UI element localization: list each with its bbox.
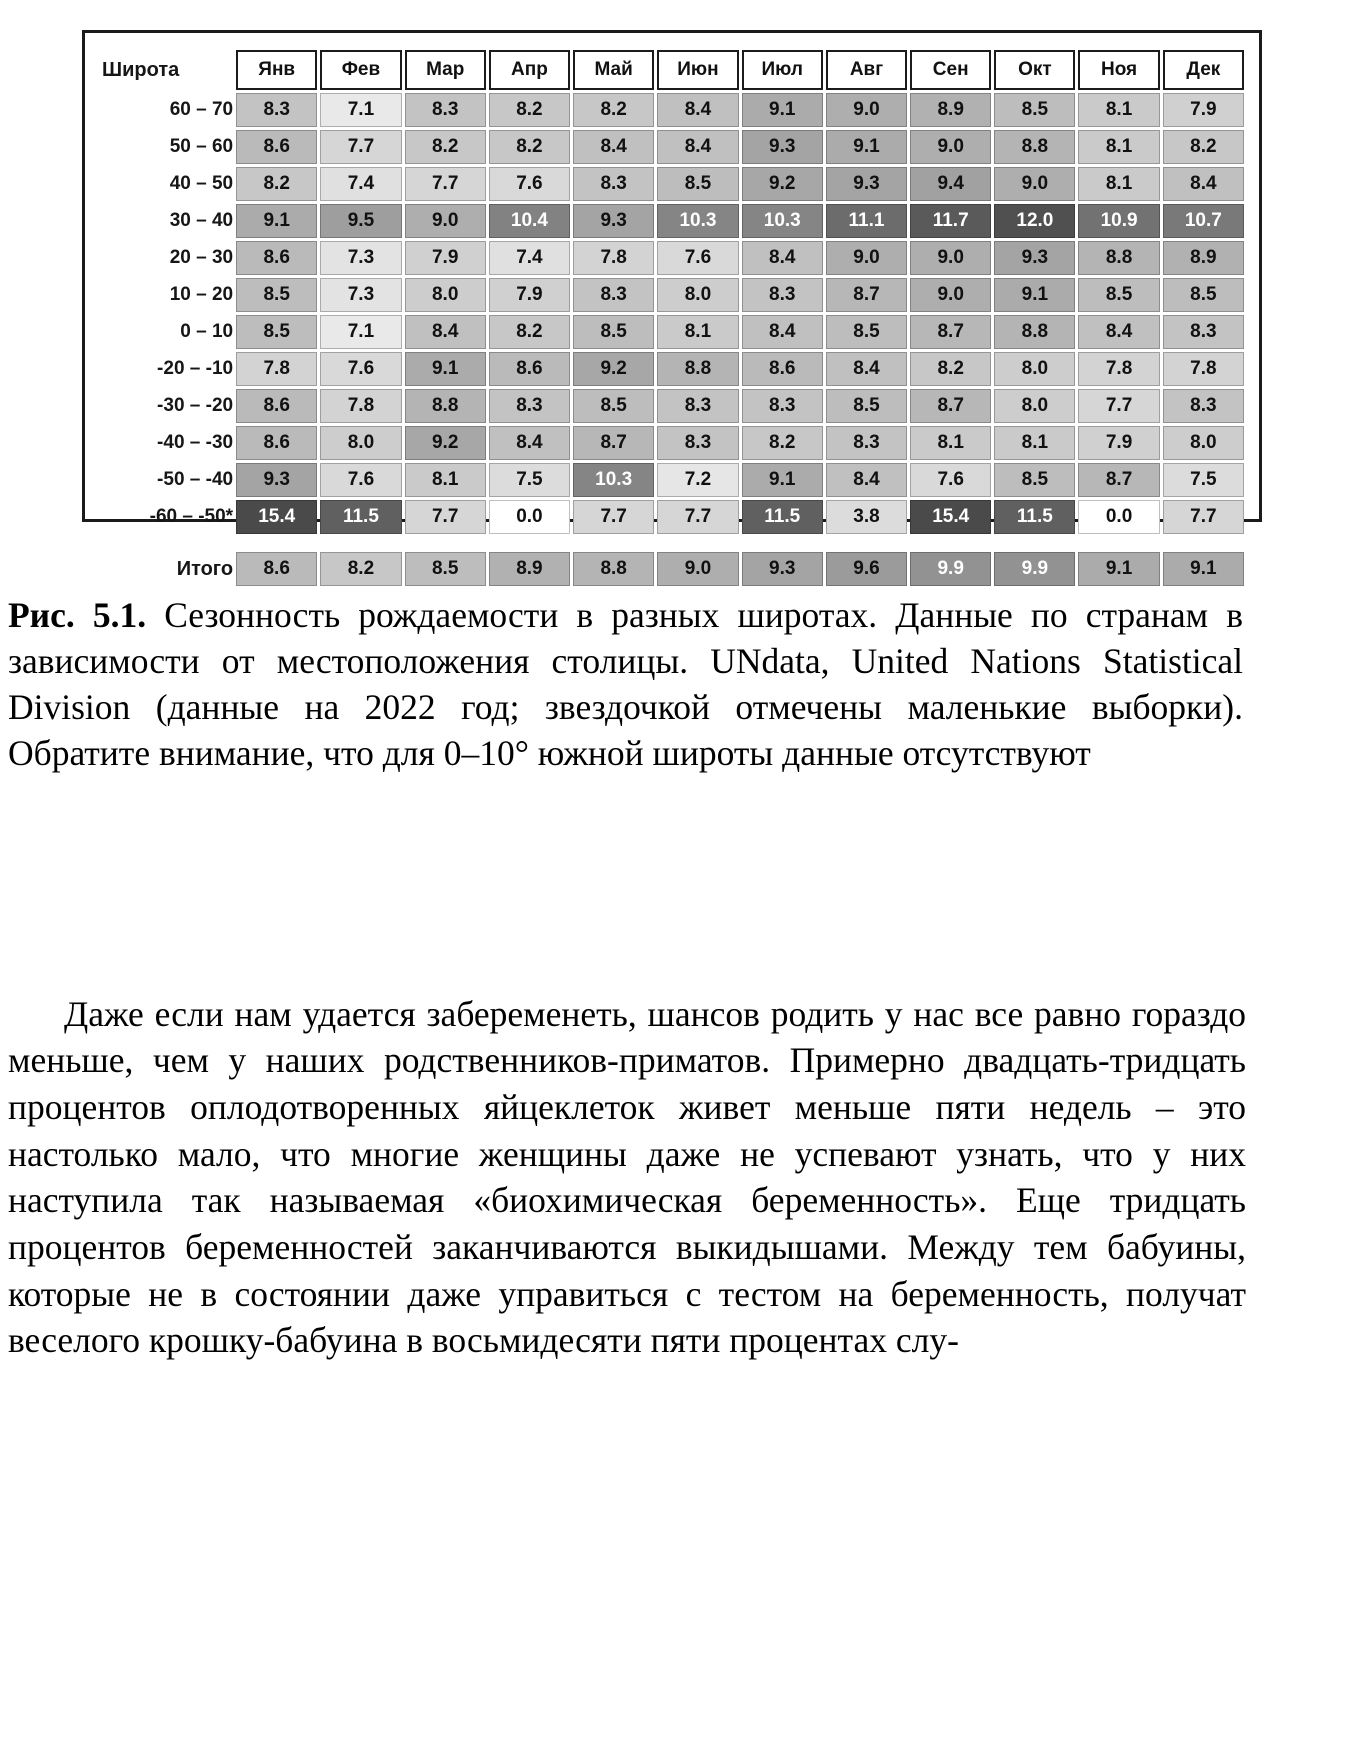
heatmap-cell: 9.2 [405, 426, 486, 460]
heatmap-cell: 7.6 [910, 463, 991, 497]
heatmap-cell: 8.6 [236, 130, 317, 164]
heatmap-cell: 9.2 [573, 352, 654, 386]
column-header-mar: Мар [405, 50, 486, 90]
heatmap-total-cell: 8.8 [573, 552, 654, 586]
heatmap-cell: 7.3 [320, 278, 401, 312]
row-label: -60 – -50* [149, 506, 234, 527]
table-row [102, 315, 1244, 349]
heatmap-cell: 7.5 [1163, 463, 1244, 497]
heatmap-cell: 8.7 [573, 426, 654, 460]
heatmap-cell: 8.3 [742, 278, 823, 312]
table-row [102, 204, 1244, 238]
heatmap-cell: 8.6 [236, 426, 317, 460]
heatmap-cell: 8.1 [405, 463, 486, 497]
table-row [102, 130, 1244, 164]
heatmap-cell: 8.8 [405, 389, 486, 423]
heatmap-cell: 7.8 [573, 241, 654, 275]
heatmap-cell: 8.2 [489, 315, 570, 349]
row-label: 60 – 70 [169, 99, 234, 120]
heatmap-cell: 8.5 [826, 389, 907, 423]
heatmap-cell: 15.4 [910, 500, 991, 534]
column-header-oct: Окт [994, 50, 1075, 90]
heatmap-cell: 11.1 [826, 204, 907, 238]
heatmap-cell: 9.0 [994, 167, 1075, 201]
heatmap-cell: 9.1 [236, 204, 317, 238]
heatmap-cell: 11.7 [910, 204, 991, 238]
heatmap-cell: 8.4 [1163, 167, 1244, 201]
table-row [102, 167, 1244, 201]
heatmap-cell: 7.7 [405, 500, 486, 534]
heatmap-cell: 10.4 [489, 204, 570, 238]
heatmap-cell: 11.5 [742, 500, 823, 534]
heatmap-cell: 8.2 [405, 130, 486, 164]
heatmap-cell: 8.3 [573, 278, 654, 312]
heatmap-cell: 9.3 [742, 130, 823, 164]
heatmap-cell: 7.5 [489, 463, 570, 497]
heatmap-cell: 9.3 [573, 204, 654, 238]
heatmap-cell: 8.1 [1078, 167, 1159, 201]
heatmap-cell: 15.4 [236, 500, 317, 534]
heatmap-cell: 9.3 [236, 463, 317, 497]
heatmap-cell: 8.9 [1163, 241, 1244, 275]
column-header-sep: Сен [910, 50, 991, 90]
column-header-feb: Фев [320, 50, 401, 90]
heatmap-cell: 7.9 [1163, 93, 1244, 127]
heatmap-cell: 8.4 [826, 463, 907, 497]
table-row [102, 278, 1244, 312]
row-label: -20 – -10 [157, 358, 234, 379]
column-header-dec: Дек [1163, 50, 1244, 90]
column-header-jun: Июн [657, 50, 738, 90]
row-label: 40 – 50 [169, 173, 234, 194]
heatmap-total-cell: 8.2 [320, 552, 401, 586]
column-header-may: Май [573, 50, 654, 90]
heatmap-cell: 9.3 [826, 167, 907, 201]
heatmap-cell: 8.2 [910, 352, 991, 386]
seasonality-heatmap-table [99, 47, 1247, 589]
heatmap-cell: 8.6 [742, 352, 823, 386]
heatmap-total-cell: 8.9 [489, 552, 570, 586]
heatmap-cell: 8.3 [236, 93, 317, 127]
heatmap-total-cell: 9.1 [1078, 552, 1159, 586]
heatmap-cell: 8.3 [573, 167, 654, 201]
heatmap-cell: 8.0 [994, 389, 1075, 423]
heatmap-cell: 8.0 [405, 278, 486, 312]
heatmap-cell: 8.7 [826, 278, 907, 312]
heatmap-cell: 10.9 [1078, 204, 1159, 238]
heatmap-cell: 7.7 [320, 130, 401, 164]
heatmap-cell: 8.1 [1078, 93, 1159, 127]
heatmap-cell: 7.7 [405, 167, 486, 201]
row-label: 20 – 30 [169, 247, 234, 268]
heatmap-cell: 8.3 [405, 93, 486, 127]
heatmap-cell: 7.7 [1163, 500, 1244, 534]
heatmap-cell: 7.9 [489, 278, 570, 312]
row-label: 50 – 60 [169, 136, 234, 157]
row-label: 10 – 20 [169, 284, 234, 305]
heatmap-total-cell: 9.9 [910, 552, 991, 586]
heatmap-cell: 0.0 [489, 500, 570, 534]
heatmap-body [102, 93, 1244, 586]
heatmap-cell: 9.0 [826, 241, 907, 275]
heatmap-cell: 8.8 [657, 352, 738, 386]
table-row [102, 426, 1244, 460]
table-row [102, 93, 1244, 127]
body-paragraph: Даже если нам удается забеременеть, шансов родить у нас все равно гораздо меньше, чем у наших родственников-приматов. Примерно двадцать-тридцать процентов оплодотворенных яйцеклеток живет меньше пяти недель – это настолько мало, что многие женщины даже не успевают узнать, что у них наступила так называемая «биохимическая беременность». Еще тридцать процентов беременностей заканчиваются выкидышами. Между тем бабуины, которые не в состоянии даже управиться с тестом на беременность, получат веселого крошку-бабуина в восьмидесяти пяти процентах слу- [8, 993, 1246, 1361]
heatmap-cell: 8.5 [236, 278, 317, 312]
heatmap-cell: 8.3 [657, 426, 738, 460]
heatmap-cell: 8.2 [573, 93, 654, 127]
heatmap-cell: 8.0 [657, 278, 738, 312]
heatmap-cell: 8.7 [910, 389, 991, 423]
table-header-row [102, 50, 1244, 90]
heatmap-cell: 8.6 [236, 241, 317, 275]
heatmap-cell: 7.8 [236, 352, 317, 386]
heatmap-cell: 7.6 [489, 167, 570, 201]
heatmap-cell: 8.5 [994, 93, 1075, 127]
figure-5-1 [82, 30, 1262, 580]
heatmap-cell: 7.1 [320, 93, 401, 127]
heatmap-cell: 9.5 [320, 204, 401, 238]
heatmap-cell: 8.6 [236, 389, 317, 423]
heatmap-cell: 8.3 [742, 389, 823, 423]
table-row-total [102, 552, 1244, 586]
heatmap-cell: 7.9 [1078, 426, 1159, 460]
heatmap-cell: 3.8 [826, 500, 907, 534]
heatmap-total-cell: 9.9 [994, 552, 1075, 586]
heatmap-cell: 8.4 [742, 241, 823, 275]
heatmap-cell: 8.8 [994, 315, 1075, 349]
heatmap-cell: 8.5 [1078, 278, 1159, 312]
heatmap-cell: 8.9 [910, 93, 991, 127]
figure-caption [8, 592, 1243, 777]
table-row [102, 241, 1244, 275]
heatmap-cell: 8.4 [489, 426, 570, 460]
heatmap-total-cell: 9.6 [826, 552, 907, 586]
heatmap-cell: 8.2 [1163, 130, 1244, 164]
heatmap-cell: 8.4 [742, 315, 823, 349]
heatmap-cell: 8.3 [489, 389, 570, 423]
row-label: -40 – -30 [157, 432, 234, 453]
heatmap-cell: 8.4 [1078, 315, 1159, 349]
heatmap-cell: 8.3 [1163, 315, 1244, 349]
heatmap-cell: 8.5 [994, 463, 1075, 497]
table-row [102, 463, 1244, 497]
heatmap-total-cell: 9.3 [742, 552, 823, 586]
heatmap-cell: 8.0 [994, 352, 1075, 386]
heatmap-cell: 8.0 [1163, 426, 1244, 460]
heatmap-cell: 9.0 [405, 204, 486, 238]
row-label: -50 – -40 [157, 469, 234, 490]
heatmap-cell: 8.1 [657, 315, 738, 349]
heatmap-cell: 10.3 [742, 204, 823, 238]
heatmap-cell: 8.8 [994, 130, 1075, 164]
heatmap-cell: 8.5 [236, 315, 317, 349]
heatmap-cell: 8.7 [1078, 463, 1159, 497]
heatmap-cell: 7.9 [405, 241, 486, 275]
column-header-nov: Ноя [1078, 50, 1159, 90]
heatmap-cell: 8.5 [1163, 278, 1244, 312]
heatmap-cell: 7.4 [489, 241, 570, 275]
heatmap-cell: 9.0 [910, 130, 991, 164]
column-header-jul: Июл [742, 50, 823, 90]
heatmap-cell: 8.1 [1078, 130, 1159, 164]
heatmap-cell: 11.5 [994, 500, 1075, 534]
heatmap-cell: 9.4 [910, 167, 991, 201]
heatmap-cell: 8.3 [1163, 389, 1244, 423]
heatmap-cell: 7.8 [320, 389, 401, 423]
heatmap-cell: 8.3 [826, 426, 907, 460]
heatmap-cell: 7.6 [320, 463, 401, 497]
heatmap-cell: 11.5 [320, 500, 401, 534]
heatmap-cell: 8.2 [742, 426, 823, 460]
heatmap-cell: 8.4 [826, 352, 907, 386]
heatmap-cell: 8.1 [994, 426, 1075, 460]
column-header-apr: Апр [489, 50, 570, 90]
heatmap-cell: 8.2 [489, 93, 570, 127]
heatmap-cell: 12.0 [994, 204, 1075, 238]
heatmap-cell: 9.2 [742, 167, 823, 201]
heatmap-cell: 8.2 [236, 167, 317, 201]
heatmap-cell: 10.3 [573, 463, 654, 497]
heatmap-cell: 8.5 [573, 315, 654, 349]
column-header-aug: Авг [826, 50, 907, 90]
row-label: 0 – 10 [180, 321, 234, 342]
heatmap-cell: 10.3 [657, 204, 738, 238]
row-header-label: Широта [102, 58, 180, 81]
heatmap-cell: 9.0 [910, 278, 991, 312]
heatmap-cell: 8.4 [405, 315, 486, 349]
heatmap-cell: 8.0 [320, 426, 401, 460]
heatmap-total-cell: 8.6 [236, 552, 317, 586]
table-row [102, 389, 1244, 423]
row-label: 30 – 40 [169, 210, 234, 231]
heatmap-cell: 0.0 [1078, 500, 1159, 534]
heatmap-total-cell: 9.0 [657, 552, 738, 586]
table-row [102, 352, 1244, 386]
heatmap-cell: 8.3 [657, 389, 738, 423]
heatmap-cell: 9.1 [405, 352, 486, 386]
heatmap-cell: 8.2 [489, 130, 570, 164]
column-header-jan: Янв [236, 50, 317, 90]
heatmap-cell: 9.1 [826, 130, 907, 164]
heatmap-cell: 8.5 [826, 315, 907, 349]
heatmap-cell: 10.7 [1163, 204, 1244, 238]
heatmap-cell: 7.8 [1163, 352, 1244, 386]
heatmap-cell: 9.0 [910, 241, 991, 275]
heatmap-cell: 8.1 [910, 426, 991, 460]
row-label: -30 – -20 [157, 395, 234, 416]
heatmap-cell: 8.4 [657, 93, 738, 127]
heatmap-cell: 7.6 [320, 352, 401, 386]
heatmap-cell: 8.8 [1078, 241, 1159, 275]
heatmap-cell: 8.6 [489, 352, 570, 386]
heatmap-cell: 7.3 [320, 241, 401, 275]
heatmap-cell: 8.5 [657, 167, 738, 201]
heatmap-cell: 9.3 [994, 241, 1075, 275]
heatmap-total-cell: 8.5 [405, 552, 486, 586]
heatmap-cell: 9.1 [994, 278, 1075, 312]
heatmap-cell: 7.2 [657, 463, 738, 497]
heatmap-total-cell: 9.1 [1163, 552, 1244, 586]
heatmap-cell: 8.4 [573, 130, 654, 164]
heatmap-cell: 7.4 [320, 167, 401, 201]
heatmap-cell: 7.7 [1078, 389, 1159, 423]
table-spacer-row [102, 537, 1244, 549]
heatmap-cell: 7.8 [1078, 352, 1159, 386]
heatmap-cell: 8.7 [910, 315, 991, 349]
row-label-total: Итого [176, 557, 234, 580]
heatmap-cell: 9.0 [826, 93, 907, 127]
table-spacer-cell [102, 537, 1244, 549]
heatmap-cell: 7.7 [573, 500, 654, 534]
heatmap-cell: 8.5 [573, 389, 654, 423]
figure-caption-number: Рис. 5.1. [8, 594, 147, 635]
heatmap-cell: 7.6 [657, 241, 738, 275]
table-row [102, 500, 1244, 534]
figure-caption-text: Сезонность рождаемости в разных широтах. Данные по странам в зависимости от местоположения столицы. UNdata, United Nations Statistical Division (данные на 2022 год; звездочкой отмечены маленькие выборки). Обратите внимание, что для 0–10° южной широты данные отсутствуют [8, 594, 1243, 773]
heatmap-cell: 7.7 [657, 500, 738, 534]
heatmap-cell: 9.1 [742, 93, 823, 127]
heatmap-cell: 9.1 [742, 463, 823, 497]
heatmap-cell: 8.4 [657, 130, 738, 164]
heatmap-cell: 7.1 [320, 315, 401, 349]
